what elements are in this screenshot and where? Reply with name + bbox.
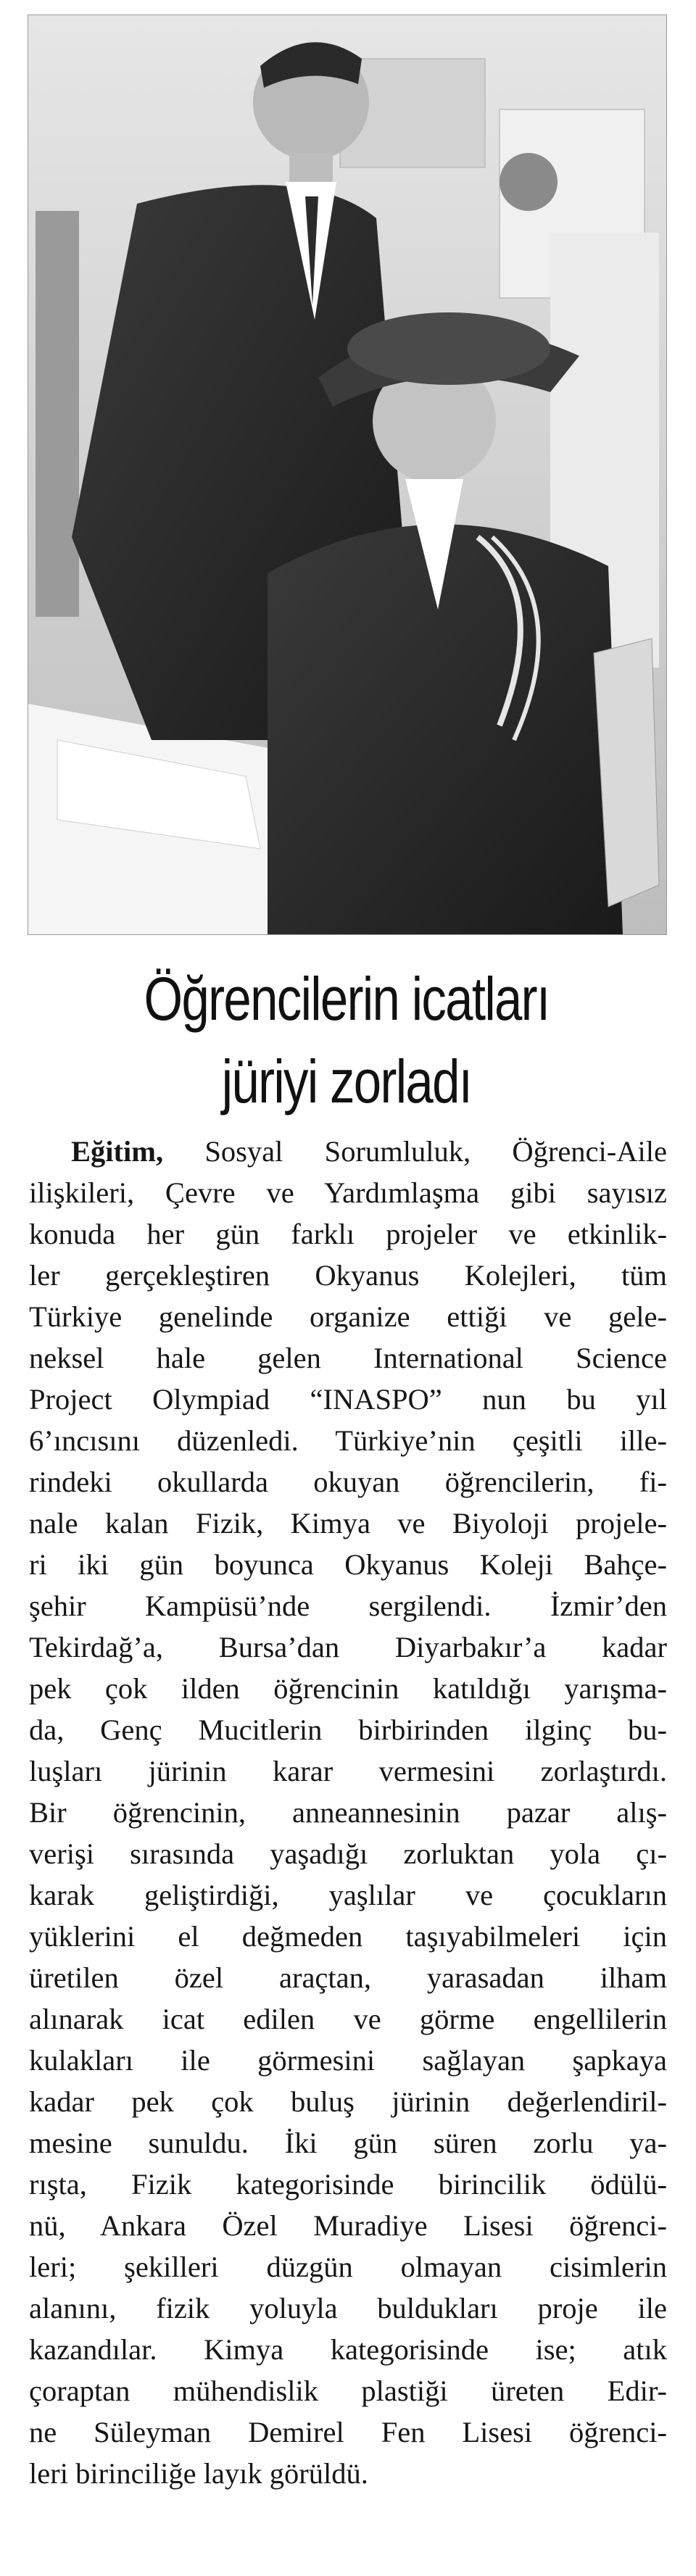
article-line: kulakları ile görmesini sağlayan şapkaya (29, 2044, 667, 2077)
article-line: çoraptan mühendislik plastiği üreten Edir- (29, 2375, 667, 2407)
article-line: Tekirdağ’a, Bursa’dan Diyarbakır’a kadar (29, 1631, 667, 1663)
article-line: nale kalan Fizik, Kimya ve Biyoloji projele- (29, 1507, 667, 1540)
article-line: kadar pek çok buluş jürinin değerlendiril- (29, 2085, 667, 2118)
article-lead: Eğitim, (71, 1135, 164, 1168)
article-body (29, 1131, 667, 2494)
article-line: konuda her gün farklı projeler ve etkinlik- (29, 1218, 667, 1250)
article-line: ri iki gün boyunca Okyanus Koleji Bahçe- (29, 1548, 667, 1581)
article-line: ilişkileri, Çevre ve Yardımlaşma gibi sayısız (29, 1176, 667, 1209)
article-line: Türkiye genelinde organize ettiği ve gele- (29, 1300, 667, 1333)
article-line: mesine sunuldu. İki gün süren zorlu ya- (29, 2127, 667, 2159)
article-line: 6’ıncısını düzenledi. Türkiye’nin çeşitli ille- (29, 1424, 667, 1457)
article-line: alanını, fizik yoluyla buldukları proje ile (29, 2292, 667, 2324)
headline-line-1: Öğrencilerin icatları (144, 965, 550, 1033)
news-photo (28, 14, 667, 935)
article-line: leri birinciliğe layık görüldü. (29, 2457, 368, 2490)
headline-line-2: jüriyi zorladı (221, 1047, 472, 1115)
article-line: neksel hale gelen International Science (29, 1342, 667, 1374)
article-line: ne Süleyman Demirel Fen Lisesi öğrenci- (29, 2416, 667, 2448)
article-line: rışta, Fizik kategorisinde birincilik ödülü- (29, 2168, 667, 2201)
article-line (29, 1131, 667, 1172)
article-line: pek çok ilden öğrencinin katıldığı yarışma- (29, 1672, 667, 1705)
article-line: Project Olympiad “INASPO” nun bu yıl (29, 1383, 667, 1416)
article-line: alınarak icat edilen ve görme engellilerin (29, 2003, 667, 2035)
article-line: kazandılar. Kimya kategorisinde ise; atık (29, 2333, 667, 2366)
article-line: nü, Ankara Özel Muradiye Lisesi öğrenci- (29, 2209, 667, 2242)
article-line: ler gerçekleştiren Okyanus Kolejleri, tüm (29, 1259, 667, 1292)
article-line: rindeki okullarda okuyan öğrencilerin, fi- (29, 1466, 667, 1498)
article-line: karak geliştirdiği, yaşlılar ve çocukların (29, 1879, 667, 1911)
article-line: yüklerini el değmeden taşıyabilmeleri için (29, 1920, 667, 1953)
article-line: üretilen özel araçtan, yarasadan ilham (29, 1961, 667, 1994)
article-line-text: Sosyal Sorumluluk, Öğrenci-Aile (163, 1135, 667, 1168)
article-line: da, Genç Mucitlerin birbirinden ilginç bu- (29, 1713, 667, 1746)
photo-illustration (28, 15, 666, 934)
article-line: Bir öğrencinin, anneannesinin pazar alış- (29, 1796, 667, 1829)
article-line: verişi sırasında yaşadığı zorluktan yola çı- (29, 1837, 667, 1870)
article-line: şehir Kampüsü’nde sergilendi. İzmir’den (29, 1590, 667, 1622)
article-line: leri; şekilleri düzgün olmayan cisimlerin (29, 2251, 667, 2283)
article-line: luşları jürinin karar vermesini zorlaştırdı. (29, 1755, 667, 1787)
